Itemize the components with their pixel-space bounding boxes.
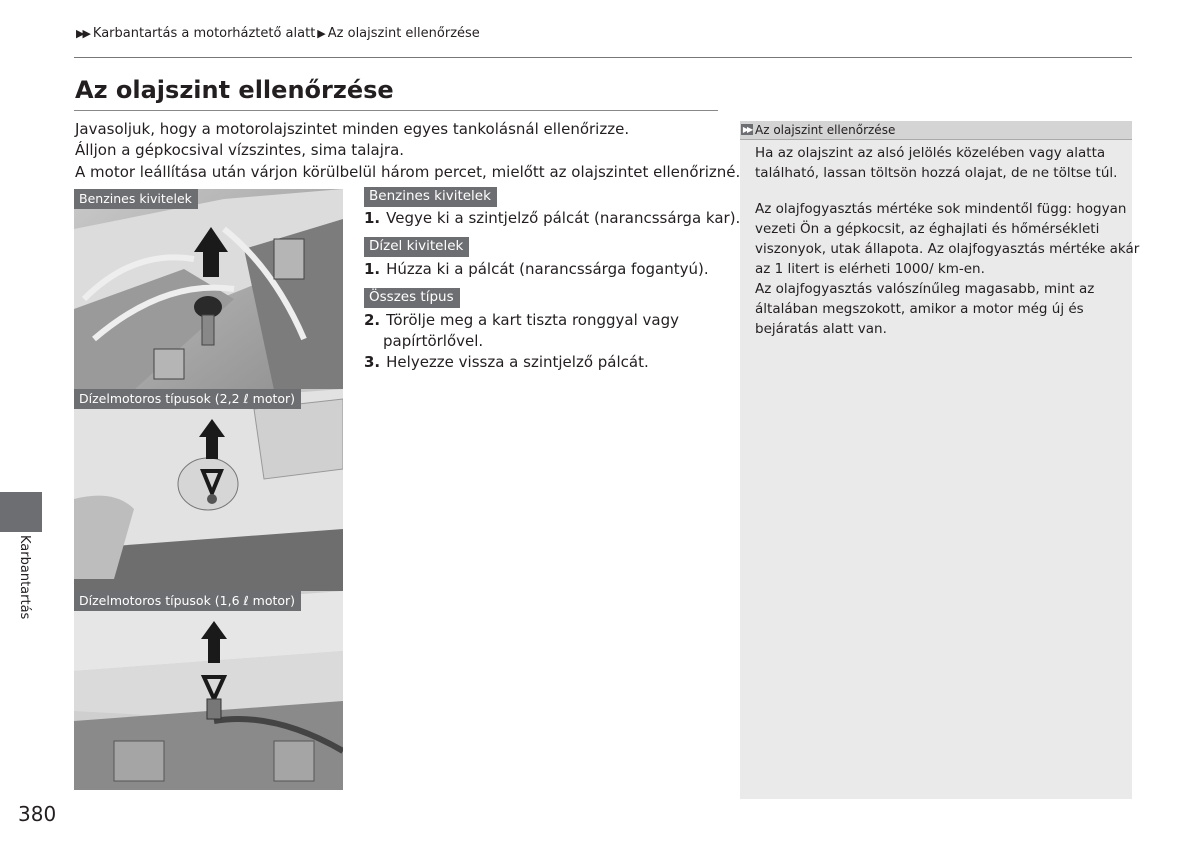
- step-number: 1.: [364, 260, 381, 278]
- double-arrow-icon: ▶▶: [742, 125, 752, 134]
- note-line: bejáratás alatt van.: [755, 321, 887, 337]
- breadcrumb-current[interactable]: Az olajszint ellenőrzése: [327, 26, 480, 41]
- note-line: található, lassan töltsön hozzá olajat, de ne töltse túl.: [755, 165, 1118, 181]
- image-label: Dízelmotoros típusok (2,2 ℓ motor): [74, 389, 301, 409]
- diesel-2-2-engine-illustration: [74, 389, 343, 592]
- variant-tag: Benzines kivitelek: [364, 187, 497, 207]
- step-text: Helyezze vissza a szintjelző pálcát.: [386, 353, 649, 371]
- step-number: 3.: [364, 353, 381, 371]
- note-line: vezeti Ön a gépkocsit, az éghajlati és hőmérsékleti: [755, 221, 1100, 237]
- title-divider: [74, 110, 718, 111]
- variant-tag: Összes típus: [364, 288, 460, 308]
- chapter-tab-label: Karbantartás: [17, 535, 32, 620]
- note-title: Az olajszint ellenőrzése: [755, 123, 896, 137]
- note-line: Az olajfogyasztás valószínűleg magasabb, mint az: [755, 281, 1095, 297]
- step-text: Húzza ki a pálcát (narancssárga fogantyú).: [386, 260, 709, 278]
- triangle-icon: ▶: [317, 27, 326, 40]
- variant-tag: Dízel kivitelek: [364, 237, 469, 257]
- chapter-tab: [0, 492, 42, 532]
- step-text: Vegye ki a szintjelző pálcát (narancssárga kar).: [386, 209, 741, 227]
- page-title: Az olajszint ellenőrzése: [75, 76, 394, 104]
- note-line: az 1 litert is elérheti 1000/ km-en.: [755, 261, 985, 277]
- petrol-engine-illustration: [74, 189, 343, 390]
- step: [364, 310, 679, 352]
- note-line: Az olajfogyasztás mértéke sok mindentől függ: hogyan: [755, 201, 1127, 217]
- image-label: Dízelmotoros típusok (1,6 ℓ motor): [74, 591, 301, 611]
- intro-line: Javasoljuk, hogy a motorolajszintet minden egyes tankolásnál ellenőrizze.: [75, 120, 630, 138]
- step-text-continued: papírtörlővel.: [383, 332, 484, 350]
- page-number: 380: [18, 802, 57, 826]
- step-number: 2.: [364, 311, 381, 329]
- header-divider: [74, 57, 1132, 58]
- double-triangle-icon: ▶▶: [76, 27, 89, 40]
- step-number: 1.: [364, 209, 381, 227]
- step-text: Törölje meg a kart tiszta ronggyal vagy: [386, 311, 679, 329]
- note-line: Ha az olajszint az alsó jelölés közelében vagy alatta: [755, 145, 1106, 161]
- step: [364, 208, 740, 229]
- note-line: viszonyok, utak állapota. Az olajfogyasztás mértéke akár: [755, 241, 1140, 257]
- step: [364, 352, 649, 373]
- diesel-1-6-engine-illustration: [74, 591, 343, 790]
- intro-line: Álljon a gépkocsival vízszintes, sima talajra.: [75, 141, 405, 159]
- breadcrumb: [76, 26, 480, 41]
- note-line: általában megszokott, amikor a motor még új és: [755, 301, 1084, 317]
- image-label: Benzines kivitelek: [74, 189, 198, 209]
- intro-line: A motor leállítása után várjon körülbelül három percet, mielőtt az olajszintet ellenőrizné.: [75, 163, 741, 181]
- breadcrumb-parent[interactable]: Karbantartás a motorháztető alatt: [92, 26, 316, 41]
- step: [364, 259, 709, 280]
